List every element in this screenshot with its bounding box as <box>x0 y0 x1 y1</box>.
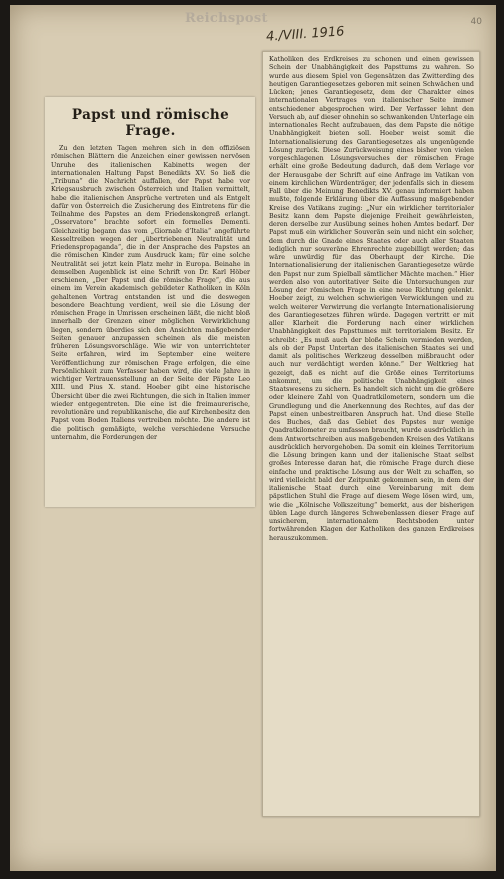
article-paragraph: Katholiken des Erdkreises zu schonen und einen gewissen Schein der Unabhängigkeit des Papsttums zu wahren. So wurde aus diesem Spiel von Gegensätzen das Zwitterding des heutigen Garantiegesetzes geboren mit seinen Schwächen und Lücken; jenes Garantiegesetz, dem der Charakter eines internationalen Vertrages von italienischer Seite immer entschiedener abgesprochen wird. Der Verfasser lehnt den Versuch ab, auf dieser ohnehin so schwankenden Unterlage ein internationales Recht aufzubauen, das dem Papste die nötige Unabhängigkeit bieten soll. Hoeber weist somit die Internationalisierung des Garantiegesetzes als ungenügende Lösung zurück. Diese Zurückweisung eines bisher von vielen vorgeschlagenen Lösungsversuches der römischen Frage erhält eine große Bedeutung dadurch, daß dem Verlage vor der Herausgabe der Schrift auf eine Anfrage im Vatikan von einem kirchlichen Würdenträger, der jedenfalls sich in diesem Fall über die Meinung Benedikts XV. genau informiert haben mußte, folgende Erklärung über die Auffassung maßgebender Kreise des Vatikans zuging: „Nur ein wirklicher territorialer Besitz kann dem Papste diejenige Freiheit gewährleisten, deren derselbe zur Ausübung seines hohen Amtes bedarf. Der Papst muß ein wirklicher Souverän sein und nicht ein solcher, dem durch die Gnade eines Staates oder auch aller Staaten lediglich nur souveräne Ehrenrechte zugebilligt werden; das wäre unwürdig für das Oberhaupt der Kirche. Die Internationalisierung der italienischen Garantiegesetze würde den Papst nur zum Spielball sämtlicher Mächte machen.“ Hier werden also von autoritativer Seite die Untersuchungen zur Lösung der römischen Frage in eine neue Richtung gelenkt. Hoeber zeigt, zu welchen schwierigen Verwicklungen und zu welch weiterer Verwirrung die verlangte Internationalisierung des Garantiegesetzes führen würde. Dagegen vertritt er mit aller Klarheit die Forderung nach einer wirklichen Unabhängigkeit des Papsttumes mit territorialem Besitz. Er schreibt: „Es muß auch der bloße Schein vermieden werden, als ob der Papst Untertan des italienischen Staates sei und damit als politisches Werkzeug desselben mißbraucht oder auch nur verdächtigt werden könne.“ Der Weltkrieg hat gezeigt, daß es nicht auf die Größe eines Territoriums ankommt, um die politische Unabhängigkeit eines Staatswesens zu sichern. Es handelt sich nicht um die größere oder kleinere Zahl von Quadratkilometern, sondern um die Grundlegung und die Anerkennung des Rechtes, auf das der Papst einen unbestreitbaren Anspruch hat. Und diese Stelle des Buches, daß das Gebiet des Papstes nur wenige Quadratkilometer zu umfassen braucht, wurde ausdrücklich in dem Antwortschreiben aus maßgebenden Kreisen des Vatikans ausdrücklich hervorgehoben. Da somit ein kleines Territorium die Lösung bringen kann und der italienische Staat selbst großes Interesse daran hat, die römische Frage durch diese einfache und praktische Lösung aus der Welt zu schaffen, so wird vielleicht bald der Zeitpunkt gekommen sein, in dem der italienische Staat durch eine Vereinbarung mit dem päpstlichen Stuhl die Frage auf diesem Wege lösen wird, um, wie die „Kölnische Volkszeitung“ bemerkt, aus der bisherigen üblen Lage durch längeres Schwebenlassen dieser Frage auf unsicherem, internationalem Rechtsboden unter fortwährenden Klagen der Katholiken des ganzen Erdkreises herauszukommen. <box>269 56 474 542</box>
newspaper-masthead: Reichspost <box>185 11 268 26</box>
article-paragraph: Zu den letzten Tagen mehren sich in den offiziösen römischen Blättern die Anzeichen einer gewissen nervösen Unruhe des italienischen Kabinetts wegen der internationalen Haltung Papst Benedikts XV. So ließ die „Tribuna“ die Nachricht auffallen, der Papst habe vor Kriegsausbruch zwischen Österreich und Italien vermittelt, habe die italienischen Ansprüche vertreten und als Entgelt dafür von Österreich die Zusicherung des Eintretens für die Teilnahme des Papstes an dem Friedenskongreß erlangt. „Osservatore“ brachte sofort ein formelles Dementi. Gleichzeitig begann das vom „Giornale d’Italia“ angeführte Kesseltreiben wegen der „übertriebenen Neutralität und Friedenspropaganda“, die in der Ansprache des Papstes an die römischen Kinder zum Ausdruck kam; für eine solche Neutralität sei jetzt kein Platz mehr in Europa. Beinahe in demselben Augenblick ist eine Schrift von Dr. Karl Höber erschienen, „Der Papst und die römische Frage“, die aus einem im Verein akademisch gebildeter Katholiken in Köln gehaltenen Vortrag entstanden ist und die deswegen besondere Beachtung verdient, weil sie die Lösung der römischen Frage in Umrissen erscheinen läßt, die nicht bloß innerhalb der Grenzen einer möglichen Verwirklichung liegen, sondern überdies sich den Ansichten maßgebender Seiten genauer anzupassen scheinen als die meisten früheren Lösungsvorschläge. Wie wir von unterrichteter Seite erfahren, wird im September eine weitere Veröffentlichung zur römischen Frage erfolgen, die eine Persönlichkeit zum Verfasser haben wird, die viele Jahre in wichtiger Vertrauensstellung an der Seite der Päpste Leo XIII. und Pius X. stand. Hoeber gibt eine historische Übersicht über die zwei Richtungen, die sich in Italien immer wieder entgegentreten. Die eine ist die freimaurerische, revolutionäre und republikanische, die auf Kirchenbesitz den Papst vom Boden Italiens vertreiben möchte. Die andere ist die politisch gemäßigte, welche verschiedene Versuche unternahm, die Forderungen der <box>51 145 250 441</box>
article-title: Papst und römische Frage. <box>71 107 230 139</box>
handwritten-date: 4./VIII. 1916 <box>265 24 345 45</box>
article-text-column-1 <box>51 145 250 442</box>
article-text-column-2 <box>269 56 474 543</box>
archive-page <box>10 5 496 871</box>
page-number: 40 <box>470 17 482 27</box>
clipping-column-2 <box>262 51 480 817</box>
clipping-column-1 <box>45 97 255 507</box>
